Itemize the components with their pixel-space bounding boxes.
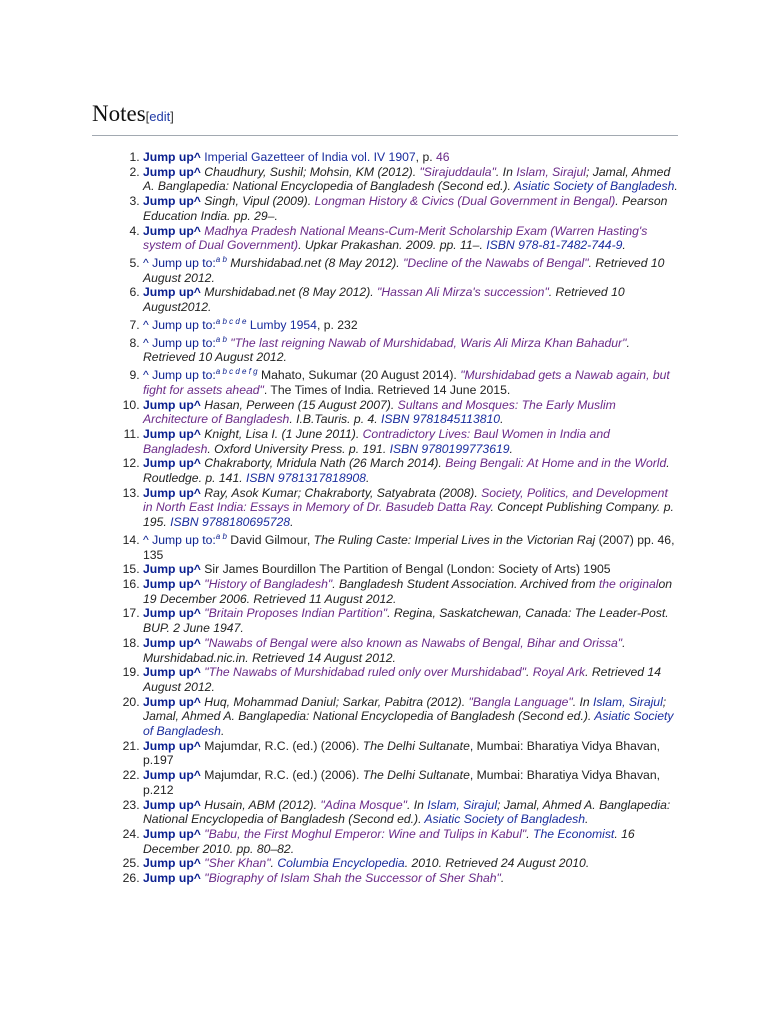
citation-link[interactable]: "Nawabs of Bengal were also known as Nawabs of Bengal, Bihar and Orissa" xyxy=(200,635,623,650)
citation-text: . xyxy=(365,471,370,486)
citation-link[interactable]: Contradictory Lives: Baul Women in India and Bangladesh xyxy=(143,426,610,456)
edit-section xyxy=(146,109,174,124)
citation-text: Chakraborty, Mridula Nath (26 March 2014). xyxy=(200,456,446,471)
citation-text: . Routledge. p. 141. xyxy=(143,456,670,486)
citation-text: . Oxford University Press. p. 191. xyxy=(207,441,390,456)
note-item xyxy=(143,285,678,314)
note-item xyxy=(143,768,678,797)
jump-up-link[interactable]: ^ Jump up to: xyxy=(143,532,216,547)
note-item xyxy=(143,562,678,577)
jump-up-link[interactable]: Jump up^ xyxy=(143,871,201,886)
citation-link[interactable]: "Hassan Ali Mirza's succession" xyxy=(377,285,549,300)
jump-up-link[interactable]: Jump up^ xyxy=(143,562,201,577)
citation-text: Knight, Lisa I. (1 June 2011). xyxy=(200,426,363,441)
citation-text: . Retrieved 10 August 2012. xyxy=(143,255,665,285)
citation-link[interactable]: Columbia Encyclopedia xyxy=(277,856,405,871)
citation-text: ; Jamal, Ahmed A. Banglapedia: National Encyclopedia of Bangladesh (Second ed.). xyxy=(143,694,667,724)
citation-link[interactable]: "Britain Proposes Indian Partition" xyxy=(200,606,388,621)
citation-link[interactable]: "History of Bangladesh" xyxy=(200,577,333,591)
citation-text: . xyxy=(674,179,678,194)
jump-up-link[interactable]: ^ Jump up to: xyxy=(143,335,216,350)
jump-up-link[interactable]: ^ Jump up to: xyxy=(143,317,216,332)
citation-text: . In xyxy=(572,694,594,709)
citation-text: . xyxy=(270,856,278,871)
citation-text: . In xyxy=(495,164,517,179)
jump-up-link[interactable]: Jump up^ xyxy=(143,738,201,753)
note-item xyxy=(143,606,678,635)
jump-up-link[interactable]: Jump up^ xyxy=(143,606,201,621)
citation-link[interactable]: "Decline of the Nawabs of Bengal" xyxy=(403,255,589,270)
citation-text: . xyxy=(622,238,626,253)
note-item xyxy=(143,856,678,871)
citation-link[interactable]: Madhya Pradesh National Means-Cum-Merit Scholarship Exam (Warren Hasting's system of Dual Government) xyxy=(143,223,648,253)
citation-link[interactable]: Royal Ark xyxy=(532,665,586,680)
jump-up-link[interactable]: Jump up^ xyxy=(143,797,201,812)
citation-link[interactable]: "The Nawabs of Murshidabad ruled only over Murshidabad" xyxy=(200,665,526,680)
jump-up-link[interactable]: Jump up^ xyxy=(143,426,201,441)
notes-section xyxy=(92,100,678,886)
note-item xyxy=(143,665,678,694)
citation-text: Huq, Mohammad Daniul; Sarkar, Pabitra (2012). xyxy=(200,694,469,709)
citation-text: Hasan, Perween (15 August 2007). xyxy=(200,397,398,412)
citation-text: The Ruling Caste: Imperial Lives in the Victorian Raj xyxy=(313,532,596,547)
backlink-letters[interactable]: a b c d e f g xyxy=(215,367,258,377)
citation-link[interactable]: Asiatic Society of Bangladesh xyxy=(143,709,674,739)
edit-bracket-close: ] xyxy=(170,109,174,124)
note-item xyxy=(143,798,678,827)
citation-link[interactable]: Longman History & Civics (Dual Government in Bengal) xyxy=(314,194,616,209)
citation-link[interactable]: "Sher Khan" xyxy=(200,856,271,871)
citation-text: , p. xyxy=(415,150,436,164)
citation-text: . xyxy=(526,826,534,841)
citation-link[interactable]: "Bangla Language" xyxy=(468,694,573,709)
citation-text: . 16 December 2010. pp. 80–82. xyxy=(143,826,635,856)
citation-link[interactable]: Islam, Sirajul xyxy=(427,797,498,812)
note-item xyxy=(143,333,678,365)
jump-up-link[interactable]: Jump up^ xyxy=(143,223,201,238)
backlink-letters[interactable]: a b xyxy=(215,334,227,344)
citation-text: . Concept Publishing Company. p. 195. xyxy=(143,500,674,530)
jump-up-link[interactable]: ^ Jump up to: xyxy=(143,368,216,383)
citation-text: , p. 232 xyxy=(316,317,358,332)
citation-text: (2007) pp. 46, 135 xyxy=(143,532,675,562)
jump-up-link[interactable]: Jump up^ xyxy=(143,285,201,300)
citation-link[interactable]: Imperial Gazetteer of India vol. IV 1907 xyxy=(200,150,416,164)
citation-text: . Pearson Education India. pp. 29–. xyxy=(143,194,668,223)
citation-text: Singh, Vipul (2009). xyxy=(200,194,315,209)
citation-link[interactable]: The Economist xyxy=(533,826,615,841)
citation-link[interactable]: ISBN 978-81-7482-744-9 xyxy=(486,238,623,253)
section-heading xyxy=(92,100,678,136)
jump-up-link[interactable]: Jump up^ xyxy=(143,164,201,179)
note-item xyxy=(143,636,678,665)
citation-text: . Murshidabad.nic.in. Retrieved 14 August 2012. xyxy=(143,635,626,665)
jump-up-link[interactable]: Jump up^ xyxy=(143,485,201,500)
note-item xyxy=(143,456,678,485)
citation-text: . xyxy=(500,871,505,886)
citation-text: Majumdar, R.C. (ed.) (2006). xyxy=(200,768,363,783)
citation-text: . Retrieved 10 August 2012. xyxy=(143,335,630,365)
citation-text: Husain, ABM (2012). xyxy=(200,797,321,812)
citation-text: Mahato, Sukumar (20 August 2014). xyxy=(257,368,461,383)
jump-up-link[interactable]: Jump up^ xyxy=(143,768,201,783)
jump-up-link[interactable]: Jump up^ xyxy=(143,635,201,650)
citation-text: . xyxy=(500,412,504,427)
citation-text: . xyxy=(290,515,294,530)
backlink-letters[interactable]: a b xyxy=(215,531,227,541)
note-item xyxy=(143,827,678,856)
citation-text: . Bangladesh Student Association. Archived from xyxy=(332,577,599,591)
citation-text: . xyxy=(509,441,513,456)
citation-text: . Retrieved 14 August 2012. xyxy=(143,665,661,694)
backlink-letters[interactable]: a b xyxy=(215,254,227,264)
note-item xyxy=(143,150,678,165)
jump-up-link[interactable]: Jump up^ xyxy=(143,194,201,209)
citation-text: . I.B.Tauris. p. 4. xyxy=(289,412,382,427)
citation-link[interactable]: Being Bengali: At Home and in the World xyxy=(445,456,667,471)
jump-up-link[interactable]: Jump up^ xyxy=(143,397,201,412)
note-item xyxy=(143,577,678,606)
citation-text: Murshidabad.net (8 May 2012). xyxy=(200,285,378,300)
citation-text: The Delhi Sultanate xyxy=(362,738,470,753)
citation-text: . xyxy=(220,724,225,739)
jump-up-link[interactable]: Jump up^ xyxy=(143,150,201,164)
citation-text: Chaudhury, Sushil; Mohsin, KM (2012). xyxy=(200,164,420,179)
citation-text: on 19 December 2006. Retrieved 11 August 2012. xyxy=(143,577,673,606)
citation-text: . The Times of India. Retrieved 14 June 2015. xyxy=(263,382,511,397)
citation-link[interactable]: ISBN 9781845113810 xyxy=(381,412,501,427)
note-item xyxy=(143,224,678,253)
edit-bracket-open: [ xyxy=(145,109,150,124)
citation-link[interactable]: "Sirajuddaula" xyxy=(419,164,496,179)
citation-link[interactable]: "Adina Mosque" xyxy=(320,797,407,812)
note-item xyxy=(143,315,678,333)
citation-text: The Delhi Sultanate xyxy=(362,768,470,783)
note-item xyxy=(143,427,678,456)
citation-link[interactable]: the original xyxy=(598,577,659,591)
citation-text: . Upkar Prakashan. 2009. pp. 11–. xyxy=(298,238,487,253)
citation-text: ; Jamal, Ahmed A. Banglapedia: National Encyclopedia of Bangladesh (Second ed.). xyxy=(143,797,671,827)
citation-link[interactable]: ISBN 9780199773619 xyxy=(389,441,510,456)
jump-up-link[interactable]: ^ Jump up to: xyxy=(143,255,216,270)
note-item xyxy=(143,739,678,768)
citation-text: Majumdar, R.C. (ed.) (2006). xyxy=(200,738,363,753)
backlink-letters[interactable]: a b c d e xyxy=(215,316,247,326)
citation-link[interactable]: Islam, Sirajul xyxy=(593,694,663,709)
edit-link[interactable]: edit xyxy=(149,109,171,124)
citation-link[interactable]: Asiatic Society of Bangladesh xyxy=(513,179,675,194)
citation-link[interactable]: Islam, Sirajul xyxy=(516,164,586,179)
citation-text: . Retrieved 10 August2012. xyxy=(143,285,625,315)
citation-text: . 2010. Retrieved 24 August 2010. xyxy=(404,856,590,871)
citation-text: David Gilmour, xyxy=(226,532,314,547)
jump-up-link[interactable]: Jump up^ xyxy=(143,456,201,471)
citation-text: , Mumbai: Bharatiya Vidya Bhavan, p.197 xyxy=(143,738,660,768)
jump-up-link[interactable]: Jump up^ xyxy=(143,577,201,591)
citation-text: Sir James Bourdillon The Partition of Bengal (London: Society of Arts) 1905 xyxy=(200,562,611,577)
note-item xyxy=(143,194,678,223)
citation-text: . xyxy=(525,665,533,680)
note-item xyxy=(143,486,678,530)
citation-link[interactable]: Society, Politics, and Development in North East India: Essays in Memory of Dr. Basudeb Datta Ray xyxy=(143,485,668,515)
citation-text: . xyxy=(584,812,589,827)
jump-up-link[interactable]: Jump up^ xyxy=(143,665,201,680)
citation-link[interactable]: ISBN 9788180695728 xyxy=(170,515,291,530)
citation-text: . Regina, Saskatchewan, Canada: The Leader-Post. BUP. 2 June 1947. xyxy=(143,606,669,636)
citation-text: . In xyxy=(406,797,428,812)
jump-up-link[interactable]: Jump up^ xyxy=(143,856,201,871)
jump-up-link[interactable]: Jump up^ xyxy=(143,826,201,841)
note-item xyxy=(143,165,678,194)
notes-list xyxy=(92,150,678,886)
citation-link[interactable]: "The last reigning Nawab of Murshidabad, Waris Ali Mirza Khan Bahadur" xyxy=(226,335,627,350)
section-title: Notes xyxy=(92,101,146,126)
citation-text: , Mumbai: Bharatiya Vidya Bhavan, p.212 xyxy=(143,768,660,797)
note-item xyxy=(143,695,678,739)
jump-up-link[interactable]: Jump up^ xyxy=(143,694,201,709)
citation-link[interactable]: "Babu, the First Moghul Emperor: Wine and Tulips in Kabul" xyxy=(200,826,527,841)
note-item xyxy=(143,398,678,427)
note-item xyxy=(143,530,678,562)
note-item xyxy=(143,365,678,397)
citation-link[interactable]: "Murshidabad gets a Nawab again, but fight for assets ahead" xyxy=(143,368,670,397)
citation-link[interactable]: Asiatic Society of Bangladesh xyxy=(424,812,585,827)
citation-link[interactable]: "Biography of Islam Shah the Successor of Sher Shah" xyxy=(200,871,501,886)
citation-link[interactable]: Lumby 1954 xyxy=(246,317,317,332)
citation-text: ; Jamal, Ahmed A. Banglapedia: National Encyclopedia of Bangladesh (Second ed.). xyxy=(143,164,671,194)
note-item xyxy=(143,253,678,285)
citation-link[interactable]: ISBN 9781317818908 xyxy=(246,471,366,486)
note-item xyxy=(143,871,678,886)
citation-text: Ray, Asok Kumar; Chakraborty, Satyabrata (2008). xyxy=(200,485,482,500)
citation-link[interactable]: Sultans and Mosques: The Early Muslim Architecture of Bangladesh xyxy=(143,397,616,427)
citation-link[interactable]: 46 xyxy=(436,150,450,164)
citation-text: Murshidabad.net (8 May 2012). xyxy=(226,255,404,270)
